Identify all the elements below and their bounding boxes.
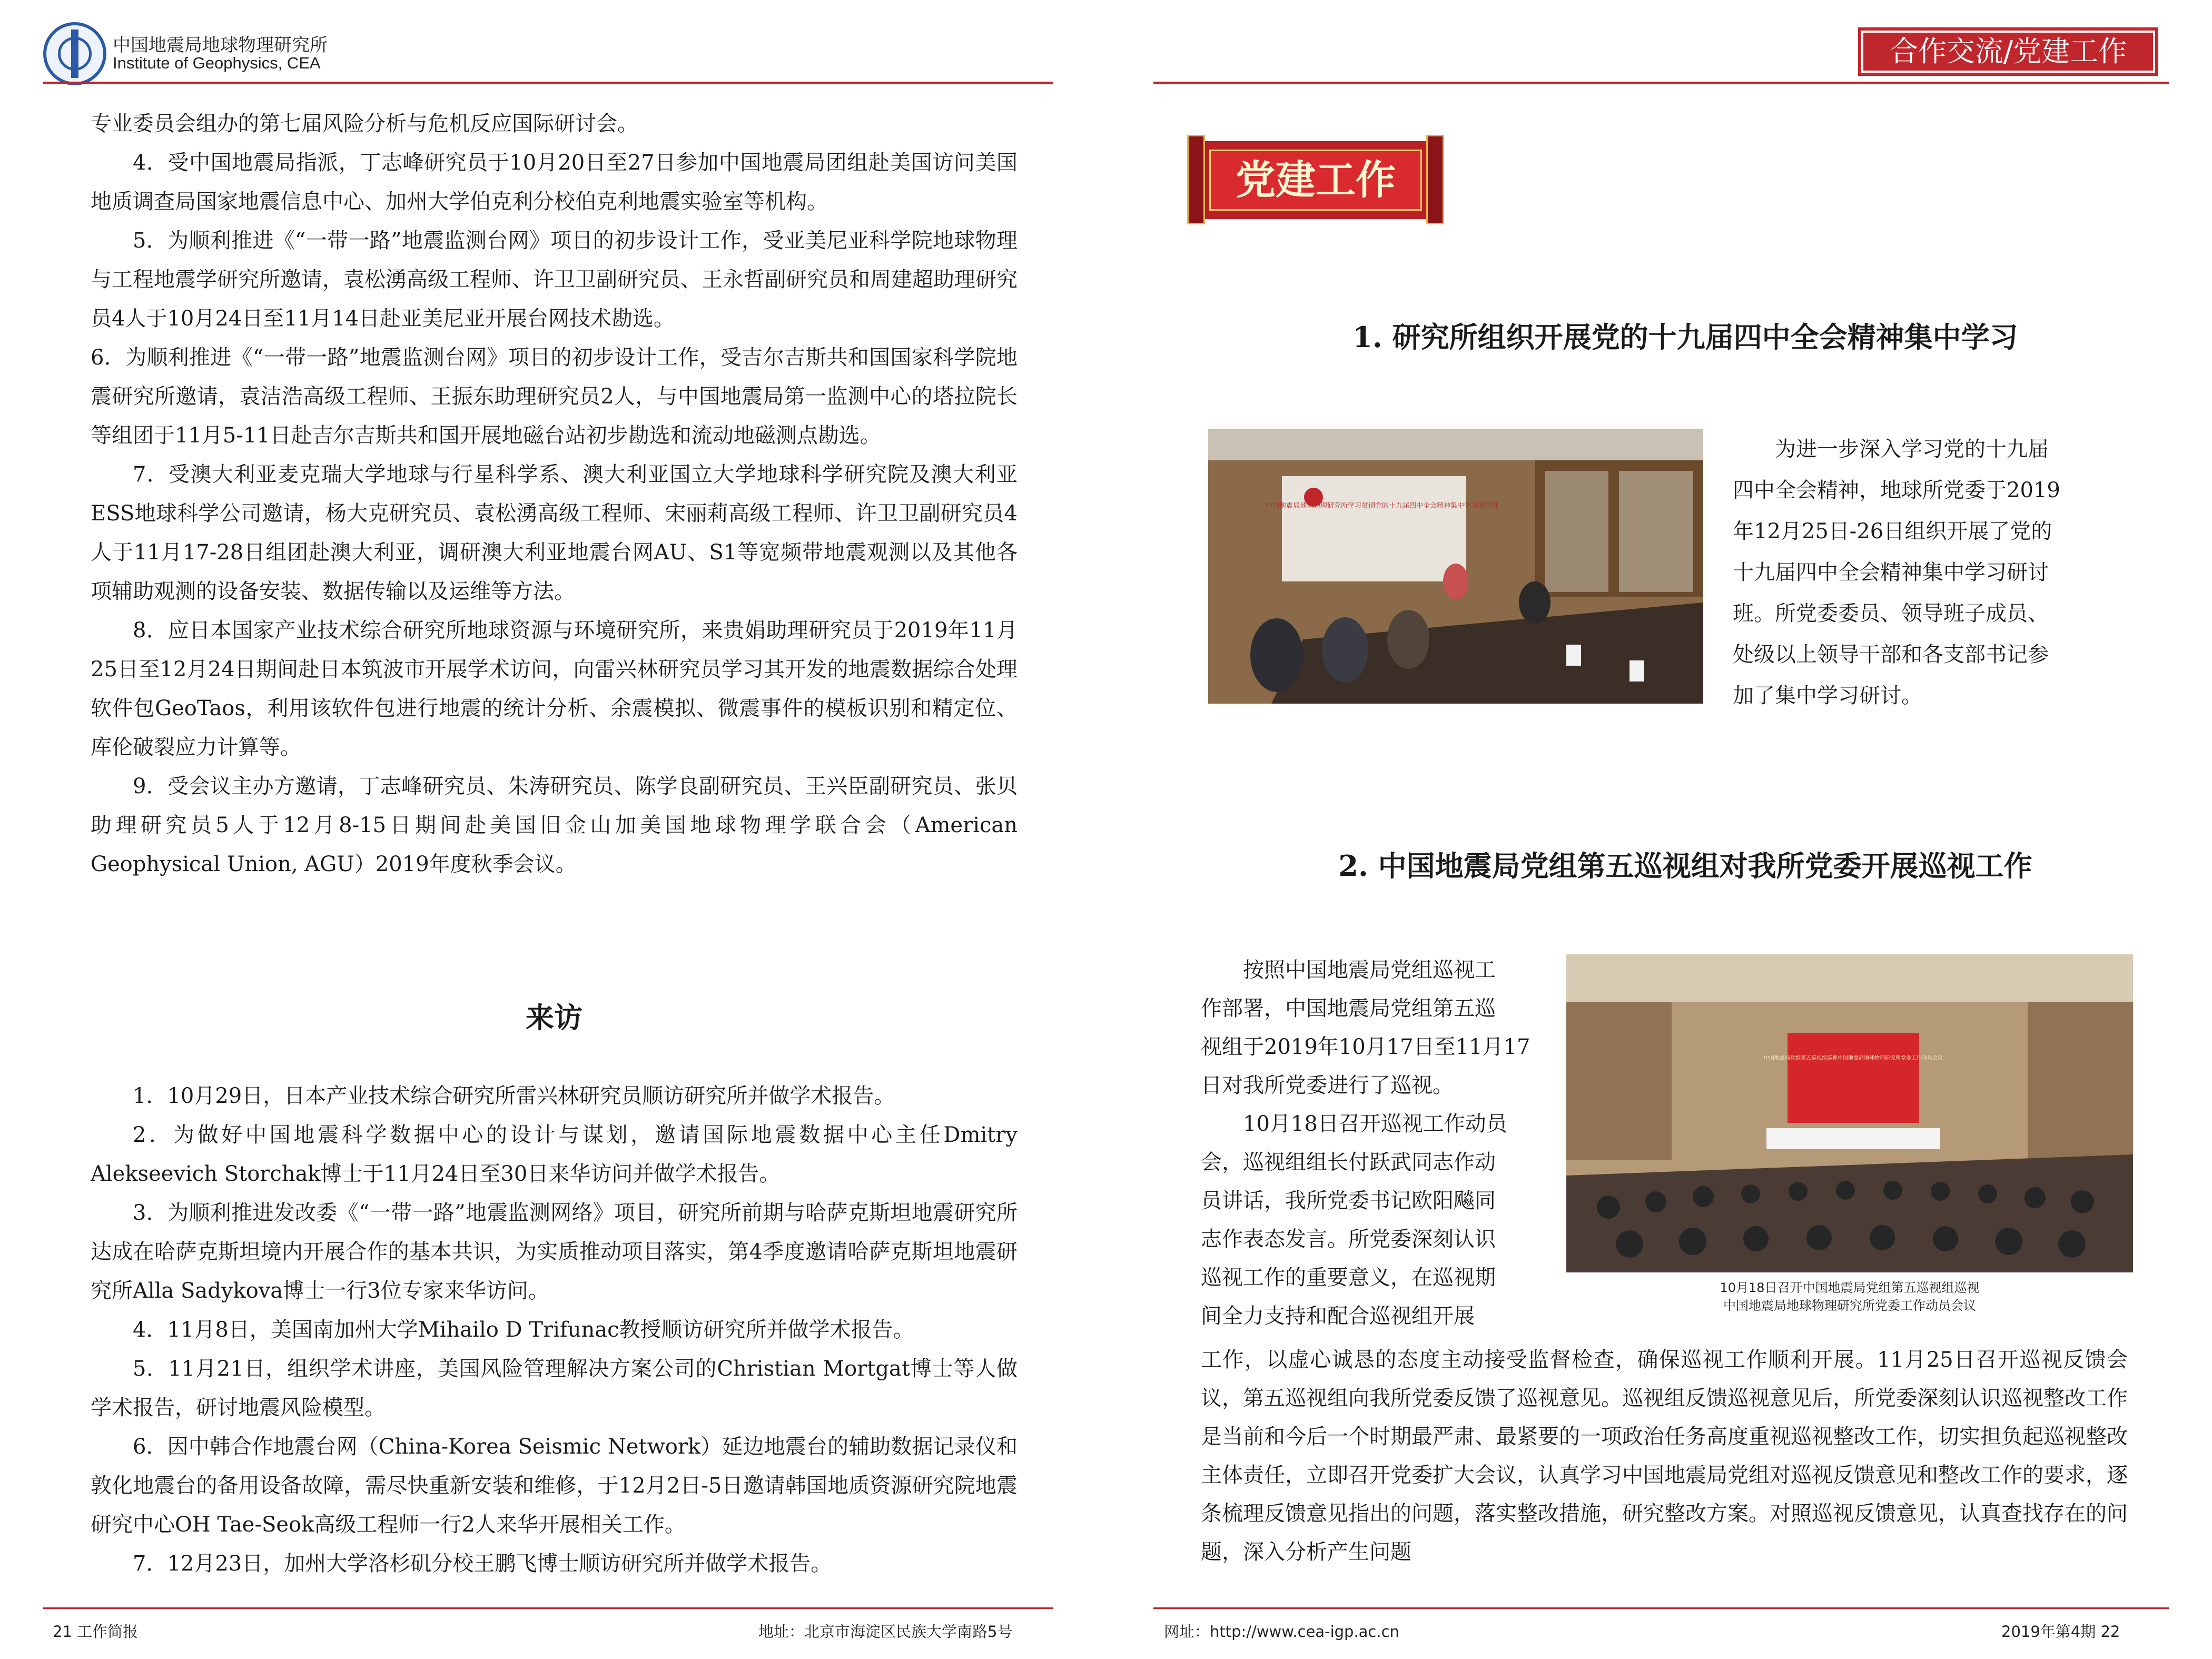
paragraph: 6．为顺利推进《“一带一路”地震监测台网》项目的初步设计工作，受吉尔吉斯共和国国家科学院地震研究所邀请，袁洁浩高级工程师、王振东助理研究员2人，与中国地震局第一监测中心的塔拉院长等组团于11月5-11日赴吉尔吉斯共和国开展地磁台站初步勘选和流动地磁测点勘选。 xyxy=(91,345,1018,448)
banner-title: 党建工作 xyxy=(1236,156,1396,203)
institute-name-en: Institute of Geophysics, CEA xyxy=(113,54,321,72)
paragraph: 4．11月8日，美国南加州大学Mihailo D Trifunac教授顺访研究所并做学术报告。 xyxy=(133,1318,914,1342)
text-line: 员讲话，我所党委书记欧阳飚同 xyxy=(1201,1189,1496,1213)
left-top-text xyxy=(91,104,1018,884)
photo-podium-table xyxy=(1766,1128,1940,1149)
banner-scroll-left-end xyxy=(1187,135,1205,224)
section2-text-full: 工作，以虚心诚恳的态度主动接受监督检查，确保巡视工作顺利开展。11月25日召开巡视反馈会议，第五巡视组向我所党委反馈了巡视意见。巡视组反馈巡视意见后，所党委深刻认识巡视整改工作是当前和今后一个时期最严肃、最紧要的一项政治任务高度重视巡视整改工作，切实担负起巡视整改主体责任，立即召开党委扩大会议，认真学习中国地震局党组对巡视反馈意见和整改工作的要求，逐条梳理反馈意见指出的问题，落实整改措施，研究整改方案。对照巡视反馈意见，认真查找存在的问题，深入分析产生问题 xyxy=(1201,1348,2128,1564)
section1-title: 1. 研究所组织开展党的十九届四中全会精神集中学习 xyxy=(1352,320,2018,354)
paragraph: 6．因中韩合作地震台网（China-Korea Seismic Network）延边地震台的辅助数据记录仪和敦化地震台的备用设备故障，需尽快重新安装和维修，于12月2日-5日邀请韩国地质资源研究院地震研究中心OH Tae-Seok高级工程师一行2人来华开展相关工作。 xyxy=(91,1435,1018,1537)
photo-person xyxy=(1387,610,1429,669)
left-bottom-text xyxy=(91,1077,1018,1583)
paragraph: 4．受中国地震局指派，丁志峰研究员于10月20日至27日参加中国地震局团组赴美国访问美国地质调查局国家地震信息中心、加州大学伯克利分校伯克利地震实验室等机构。 xyxy=(91,151,1018,214)
study-session-photo xyxy=(1208,429,1703,704)
footer-page-left: 21 工作简报 xyxy=(53,1623,139,1641)
photo-cup xyxy=(1630,660,1644,682)
paragraph: 3．为顺利推进发改委《“一带一路”地震监测网络》项目，研究所前期与哈萨克斯坦地震研究所达成在哈萨克斯坦境内开展合作的基本共识，为实质推动项目落实，第4季度邀请哈萨克斯坦地震研究所Alla Sadykova博士一行3位专家来华访问。 xyxy=(91,1201,1018,1303)
photo-wall-panel xyxy=(1566,1002,1672,1160)
paragraph: 8．应日本国家产业技术综合研究所地球资源与环境研究所，来贵娟助理研究员于2019年11月25日至12月24日期间赴日本筑波市开展学术访问，向雷兴林研究员学习其开发的地震数据综合处理软件包GeoTaos，利用该软件包进行地震的统计分析、余震模拟、微震事件的模板识别和精定位、库伦破裂应力计算等。 xyxy=(91,618,1018,759)
photo-ceiling xyxy=(1566,954,2133,1002)
section-tag xyxy=(1858,27,2158,76)
section-tag-label: 合作交流/党建工作 xyxy=(1889,35,2127,68)
paragraph: 9．受会议主办方邀请，丁志峰研究员、朱涛研究员、陈学良副研究员、王兴臣副研究员、张贝助理研究员5人于12月8-15日期间赴美国旧金山加美国地球物理学联合会（American Geophysical Union, AGU）2019年度秋季会议。 xyxy=(91,774,1018,876)
footer-page-right: 2019年第4期 22 xyxy=(2001,1623,2120,1641)
photo-cabinet-glass xyxy=(1545,471,1608,592)
banner-scroll-right-end xyxy=(1426,135,1444,224)
section2-title: 2. 中国地震局党组第五巡视组对我所党委开展巡视工作 xyxy=(1338,849,2032,883)
inspection-meeting-photo xyxy=(1566,954,2133,1272)
paragraph: 2．为做好中国地震科学数据中心的设计与谋划，邀请国际地震数据中心主任Dmitry Alekseevich Storchak博士于11月24日至30日来华访问并做学术报告。 xyxy=(91,1123,1018,1186)
text-line: 处级以上领导干部和各支部书记参 xyxy=(1733,643,2049,667)
text-line: 作部署，中国地震局党组第五巡 xyxy=(1201,996,1496,1021)
photo-red-screen xyxy=(1788,1033,1919,1123)
paragraph: 5．为顺利推进《“一带一路”地震监测台网》项目的初步设计工作，受亚美尼亚科学院地球物理与工程地震学研究所邀请，袁松湧高级工程师、许卫卫副研究员、王永哲副研究员和周建超助理研究员4人于10月24日至11月14日赴亚美尼亚开展台网技术勘选。 xyxy=(91,229,1018,331)
text-line: 视组于2019年10月17日至11月17 xyxy=(1201,1035,1530,1059)
text-line: 会，巡视组组长付跃武同志作动 xyxy=(1201,1150,1496,1174)
text-line: 四中全会精神，地球所党委于2019 xyxy=(1733,478,2060,502)
text-line: 10月18日召开巡视工作动员 xyxy=(1243,1112,1507,1136)
text-line: 年12月25日-26日组织开展了党的 xyxy=(1733,519,2052,544)
text-line: 间全力支持和配合巡视组开展 xyxy=(1201,1304,1475,1328)
section2-text-left xyxy=(1201,951,1554,1336)
logo-bar xyxy=(71,29,78,78)
text-line: 为进一步深入学习党的十九届 xyxy=(1775,437,2049,461)
paragraph: 1．10月29日，日本产业技术综合研究所雷兴林研究员顺访研究所并做学术报告。 xyxy=(133,1084,895,1108)
caption-line: 中国地震局地球物理研究所党委工作动员会议 xyxy=(1723,1298,1976,1313)
text-line: 加了集中学习研讨。 xyxy=(1733,684,1922,708)
paragraph: 专业委员会组办的第七届风险分析与危机反应国际研讨会。 xyxy=(91,112,638,136)
visits-heading: 来访 xyxy=(526,1001,582,1034)
institute-name-cn: 中国地震局地球物理研究所 xyxy=(113,35,328,56)
text-line: 按照中国地震局党组巡视工 xyxy=(1243,958,1496,982)
photo-person xyxy=(1322,617,1368,683)
photo-person xyxy=(1250,618,1303,692)
header-rule-right xyxy=(1153,82,2169,84)
text-line: 巡视工作的重要意义，在巡视期 xyxy=(1201,1266,1496,1290)
photo2-screen-text: 中国地震局党组第五巡视组巡视中国地震局地球物理研究所党委工作动员会议 xyxy=(1764,1055,1943,1061)
text-line: 志作表态发言。所党委深刻认识 xyxy=(1201,1227,1496,1251)
institute-logo xyxy=(43,22,106,85)
text-line: 班。所党委委员、领导班子成员、 xyxy=(1733,601,2049,626)
caption-line: 10月18日召开中国地震局党组第五巡视组巡视 xyxy=(1720,1280,1980,1295)
footer-rule-left xyxy=(43,1607,1053,1609)
footer-rule-right xyxy=(1153,1607,2169,1609)
paragraph: 7．12月23日，加州大学洛杉矶分校王鹏飞博士顺访研究所并做学术报告。 xyxy=(133,1552,832,1576)
photo-wall-panel xyxy=(2028,1002,2133,1160)
paragraph: 7．受澳大利亚麦克瑞大学地球与行星科学系、澳大利亚国立大学地球科学研究院及澳大利亚ESS地球科学公司邀请，杨大克研究员、袁松湧高级工程师、宋丽莉高级工程师、许卫卫副研究员4人于11月17-28日组团赴澳大利亚，调研澳大利亚地震台网AU、S1等宽频带地震观测以及其他各项辅助观测的设备安装、数据传输以及运维等方法。 xyxy=(91,462,1018,604)
header-rule-left xyxy=(43,82,1053,84)
paragraph: 5．11月21日，组织学术讲座，美国风险管理解决方案公司的Christian Mortgat博士等人做学术报告，研讨地震风险模型。 xyxy=(91,1357,1018,1420)
photo-person xyxy=(1519,581,1551,624)
photo-cabinet-glass xyxy=(1619,471,1693,592)
section1-text xyxy=(1733,429,2122,716)
text-line: 十九届四中全会精神集中学习研讨 xyxy=(1733,560,2049,585)
photo-person xyxy=(1443,564,1468,599)
photo2-caption xyxy=(1566,1279,2133,1315)
photo-cup xyxy=(1566,645,1581,666)
footer-address: 地址：北京市海淀区民族大学南路5号 xyxy=(758,1623,1013,1641)
footer-website: 网址：http://www.cea-igp.ac.cn xyxy=(1164,1623,1399,1641)
text-line: 日对我所党委进行了巡视。 xyxy=(1201,1073,1454,1098)
photo-ceiling xyxy=(1208,429,1703,460)
photo1-screen-text: 中国地震局地球物理研究所学习贯彻党的十九届四中全会精神集中学习研讨班 xyxy=(1265,502,1499,510)
